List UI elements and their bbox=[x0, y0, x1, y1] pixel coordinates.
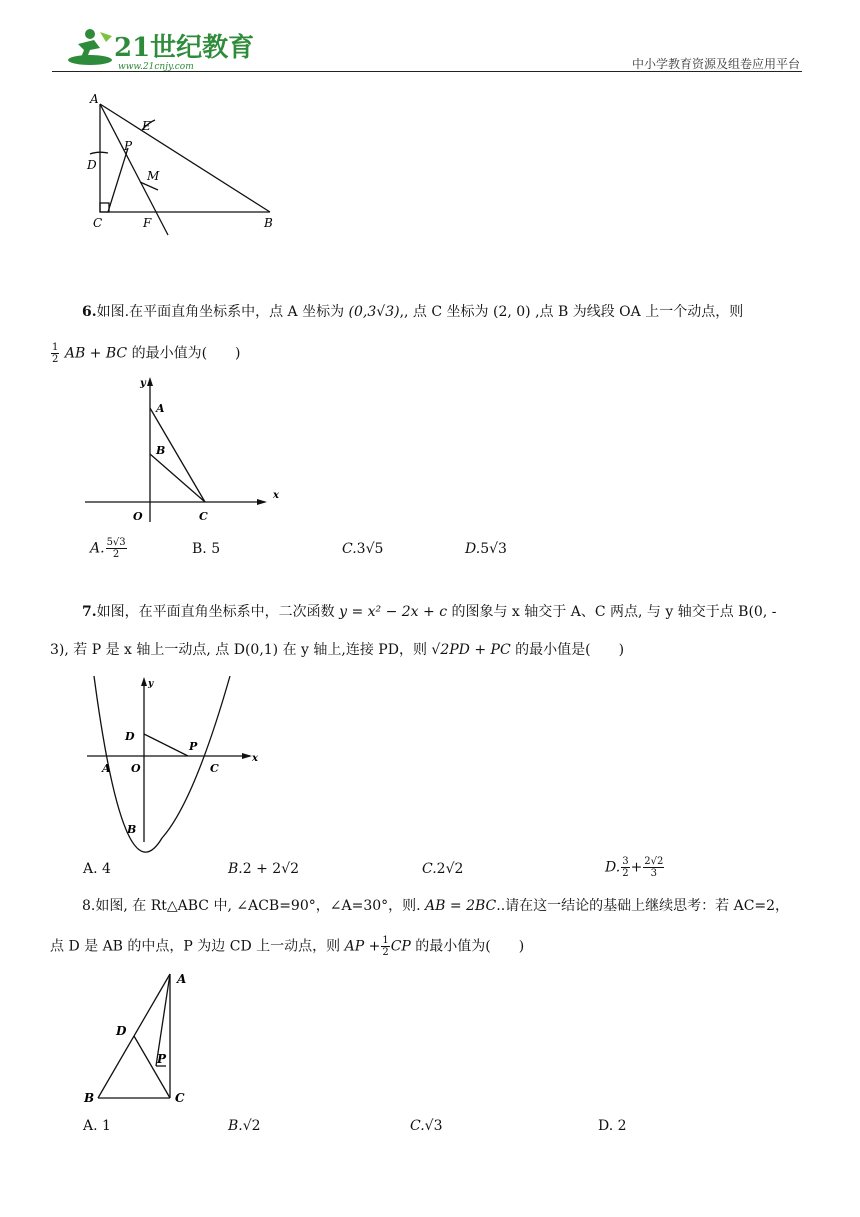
q5-label-D: D bbox=[87, 158, 97, 172]
q6-label-x: x bbox=[273, 490, 279, 501]
q6-option-a[interactable] bbox=[90, 537, 128, 560]
q7-line1 bbox=[82, 602, 776, 622]
q7-option-a[interactable]: A. 4 bbox=[83, 861, 111, 877]
q7-option-b-label: B. bbox=[228, 861, 243, 877]
q7-label-P: P bbox=[189, 740, 198, 753]
q6-option-d-label: D. bbox=[465, 541, 481, 557]
q6-label-y: y bbox=[140, 378, 146, 389]
logo-runner-icon bbox=[60, 26, 255, 72]
q7-text-2b: 的最小值是( ) bbox=[515, 642, 625, 658]
q8-line1 bbox=[82, 896, 789, 916]
q6-line2 bbox=[50, 342, 241, 365]
q7-text-1a: 如图，在平面直角坐标系中，二次函数 bbox=[96, 604, 335, 620]
q8-text-1b: ..请在这一结论的基础上继续思考：若 AC=2， bbox=[496, 898, 790, 914]
q7-option-d-f2-den: 3 bbox=[650, 868, 658, 879]
logo-text: 21世纪教育 bbox=[114, 33, 255, 63]
header-platform-text: 中小学教育资源及组卷应用平台 bbox=[631, 57, 800, 71]
q7-label-A: A bbox=[102, 762, 111, 775]
header-divider bbox=[52, 71, 802, 72]
q8-label-C: C bbox=[175, 1091, 185, 1105]
q7-label-C: C bbox=[210, 762, 219, 775]
logo-url: www.21cnjy.com bbox=[118, 62, 194, 72]
q7-option-d-label: D. bbox=[605, 859, 621, 876]
q6-text-1b: ,, 点 C 坐标为 (2, 0) ,点 B 为线段 OA 上一个动点，则 bbox=[399, 304, 744, 320]
q7-option-d-frac2 bbox=[643, 856, 664, 879]
q7-figure bbox=[82, 672, 262, 844]
q5-label-C: C bbox=[93, 216, 103, 230]
q8-option-b[interactable] bbox=[228, 1118, 261, 1134]
q6-label-O: O bbox=[133, 510, 143, 523]
q6-option-c-label: C. bbox=[342, 541, 357, 557]
q6-option-a-num: 5√3 bbox=[106, 537, 126, 548]
q7-label-B: B bbox=[127, 823, 137, 836]
q7-line2 bbox=[50, 640, 624, 660]
q6-label-C: C bbox=[199, 510, 208, 523]
q8-equation: AB = 2BC bbox=[425, 898, 497, 914]
q5-label-F: F bbox=[143, 216, 152, 230]
q6-figure bbox=[85, 372, 285, 527]
q6-option-a-den: 2 bbox=[112, 549, 120, 560]
q8-option-c-label: C. bbox=[410, 1118, 425, 1134]
q7-option-d-frac1 bbox=[621, 856, 629, 879]
q6-text-2b: 的最小值为( ) bbox=[131, 345, 241, 362]
q6-frac-num: 1 bbox=[52, 342, 59, 353]
q8-option-b-value: √2 bbox=[242, 1118, 261, 1134]
q7-option-c-label: C. bbox=[422, 861, 437, 877]
q6-option-d-value: 5√3 bbox=[480, 541, 507, 557]
q6-fraction bbox=[51, 342, 59, 365]
q8-option-b-label: B. bbox=[228, 1118, 243, 1134]
q7-label-O: O bbox=[131, 762, 141, 775]
q8-label-P: P bbox=[157, 1052, 167, 1066]
q6-label-A: A bbox=[156, 402, 165, 415]
q7-option-d-f1-den: 2 bbox=[622, 868, 629, 879]
q8-expr-b: CP bbox=[390, 938, 411, 955]
q6-line1 bbox=[82, 302, 743, 322]
q7-option-d-f2-num: 2√2 bbox=[644, 856, 664, 867]
q5-label-A: A bbox=[90, 92, 99, 106]
q8-figure bbox=[80, 968, 200, 1108]
q7-option-d-f1-num: 3 bbox=[622, 856, 629, 867]
q7-option-d-plus: + bbox=[630, 859, 643, 876]
q8-frac-num: 1 bbox=[382, 935, 389, 946]
q7-label-x: x bbox=[252, 753, 258, 764]
q5-label-P: P bbox=[124, 139, 133, 153]
q6-frac-den: 2 bbox=[52, 354, 59, 365]
q5-label-M: M bbox=[147, 169, 160, 183]
q6-option-b[interactable]: B. 5 bbox=[192, 541, 221, 557]
q8-fraction bbox=[381, 935, 389, 958]
q8-label-A: A bbox=[177, 972, 187, 986]
q8-option-a[interactable]: A. 1 bbox=[83, 1118, 111, 1134]
q8-text-2a: 点 D 是 AB 的中点，P 为边 CD 上一动点，则 bbox=[50, 938, 341, 955]
q8-option-d[interactable]: D. 2 bbox=[598, 1118, 627, 1134]
q7-text-1b: 的图象与 x 轴交于 A、C 两点, 与 y 轴交于点 B(0, - bbox=[451, 604, 777, 620]
q5-label-B: B bbox=[264, 216, 273, 230]
q6-label-B: B bbox=[156, 444, 166, 457]
q8-option-c[interactable] bbox=[410, 1118, 443, 1134]
q8-label-D: D bbox=[116, 1024, 127, 1038]
q8-frac-den: 2 bbox=[382, 947, 389, 958]
q8-label-B: B bbox=[84, 1091, 95, 1105]
q8-expr-a: AP + bbox=[344, 938, 381, 955]
q7-text-2a: 3), 若 P 是 x 轴上一动点, 点 D(0,1) 在 y 轴上,连接 PD，则 bbox=[50, 642, 427, 658]
q6-option-c-value: 3√5 bbox=[356, 541, 384, 557]
q8-option-c-value: √3 bbox=[424, 1118, 443, 1134]
q8-text-1a: 如图, 在 Rt△ABC 中, ∠ACB=90°，∠A=30°，则. bbox=[95, 898, 421, 914]
header-logo bbox=[60, 26, 255, 76]
q8-number: 8. bbox=[82, 898, 96, 914]
q6-text-1a: 如图.在平面直角坐标系中，点 A 坐标为 bbox=[96, 304, 345, 320]
q7-option-b[interactable] bbox=[228, 861, 299, 877]
q8-line2 bbox=[50, 935, 524, 958]
q7-option-c-value: 2√2 bbox=[436, 861, 464, 877]
q6-number: 6. bbox=[82, 304, 97, 320]
q7-label-D: D bbox=[125, 730, 135, 743]
q5-label-E: E bbox=[142, 119, 151, 133]
q7-option-c[interactable] bbox=[422, 861, 463, 877]
q6-option-c[interactable] bbox=[342, 541, 383, 557]
q6-coordA: (0,3√3) bbox=[348, 304, 400, 320]
q6-expr: AB + BC bbox=[64, 345, 128, 362]
q7-option-d[interactable] bbox=[605, 856, 665, 879]
q6-option-a-label: A. bbox=[90, 540, 105, 557]
q7-option-b-value: 2 + 2√2 bbox=[242, 861, 300, 877]
q5-figure bbox=[80, 90, 290, 240]
q6-option-d[interactable] bbox=[465, 541, 507, 557]
q7-label-y: y bbox=[148, 679, 154, 689]
q7-expr: √2PD + PC bbox=[431, 642, 511, 658]
q7-number: 7. bbox=[82, 604, 97, 620]
q6-option-a-frac bbox=[106, 537, 127, 560]
q8-text-2b: 的最小值为( ) bbox=[415, 938, 525, 955]
q7-function: y = x² − 2x + c bbox=[339, 604, 448, 620]
